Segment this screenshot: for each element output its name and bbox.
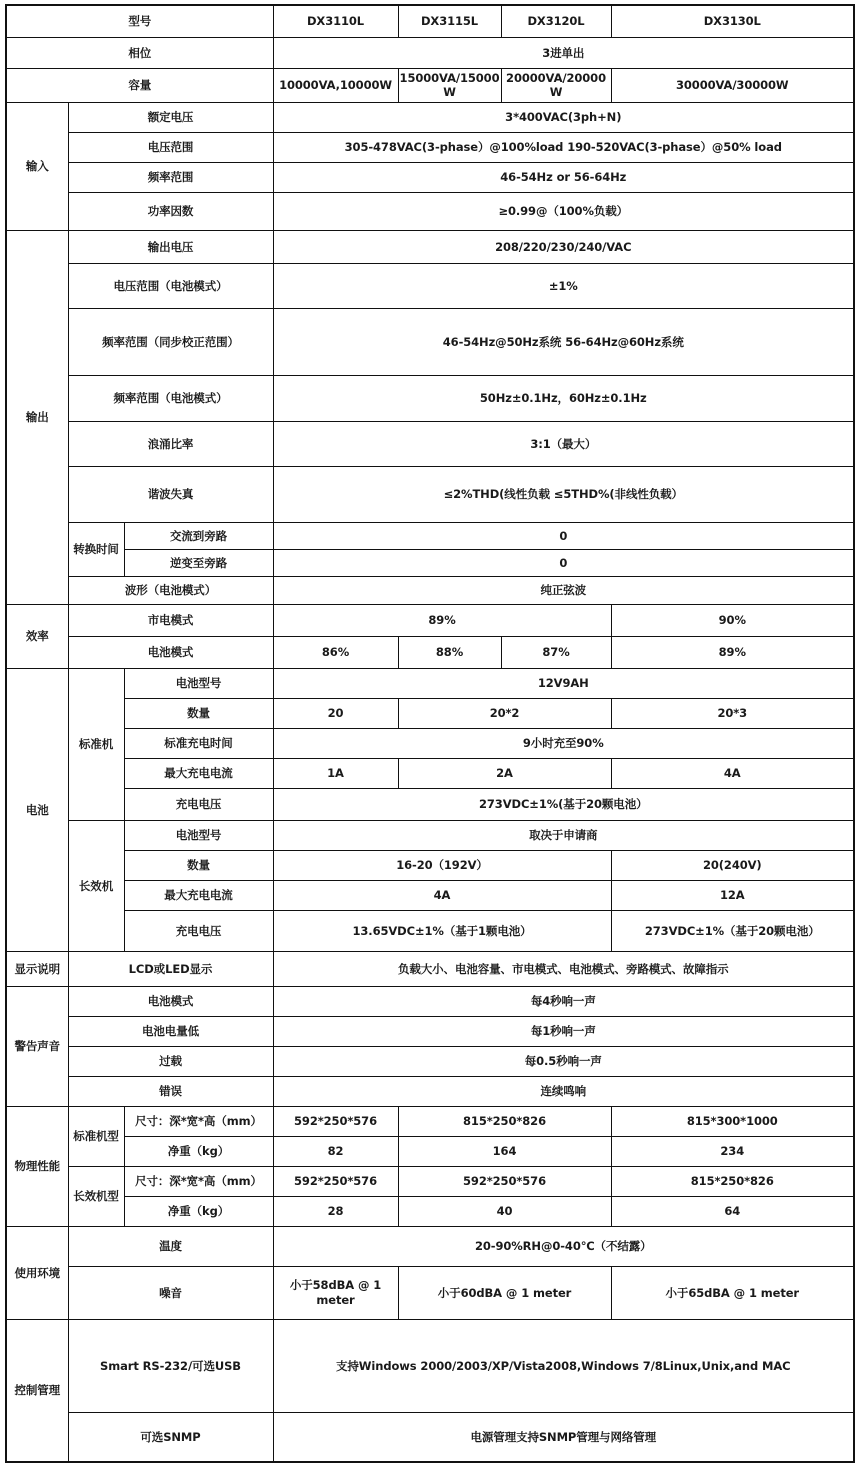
cell-alarm-battery-mode: 每4秒响一声	[273, 986, 854, 1016]
cell-output-freq-sync: 46-54Hz@50Hz系统 56-64Hz@60Hz系统	[273, 308, 854, 375]
model-header-3: DX3120L	[501, 5, 611, 38]
table-row-physical-std-weight	[6, 1136, 854, 1166]
row-label-input-freq-range: 频率范围	[68, 162, 273, 192]
table-row-alarm-battery-mode	[6, 986, 854, 1016]
cell-efficiency-batt-2: 88%	[398, 636, 501, 668]
category-output: 输出	[6, 230, 68, 604]
table-row-transfer-ac-to-bypass	[6, 522, 854, 549]
table-row-transfer-inverter-to-bypass	[6, 549, 854, 576]
category-control: 控制管理	[6, 1319, 68, 1462]
table-row-control-rs232	[6, 1319, 854, 1412]
table-row-battery-std-type	[6, 668, 854, 698]
row-label-output-waveform: 波形（电池模式）	[68, 576, 273, 604]
row-label-transfer-ac-to-bypass: 交流到旁路	[124, 522, 273, 549]
cell-env-noise-2: 小于60dBA @ 1 meter	[398, 1266, 611, 1319]
cell-battery-std-current-2: 2A	[398, 758, 611, 788]
cell-battery-ll-voltage-1: 13.65VDC±1%（基于1颗电池）	[273, 910, 611, 951]
cell-transfer-ac-to-bypass: 0	[273, 522, 854, 549]
table-row-alarm-overload	[6, 1046, 854, 1076]
cell-battery-ll-current-2: 12A	[611, 880, 854, 910]
cell-battery-std-current-1: 1A	[273, 758, 398, 788]
row-label-output-freq-battery: 频率范围（电池模式）	[68, 375, 273, 421]
cell-input-voltage-range: 305-478VAC(3-phase）@100%load 190-520VAC(3-phase）@50% load	[273, 132, 854, 162]
cell-output-surge-ratio: 3:1（最大）	[273, 421, 854, 466]
table-row-efficiency-line-mode	[6, 604, 854, 636]
cell-input-power-factor: ≥0.99@（100%负载）	[273, 192, 854, 230]
cell-output-voltage: 208/220/230/240/VAC	[273, 230, 854, 263]
table-row-output-freq-sync	[6, 308, 854, 375]
sub-category-battery-standard: 标准机	[68, 668, 124, 820]
row-label-display: LCD或LED显示	[68, 951, 273, 986]
table-row-display	[6, 951, 854, 986]
cell-battery-std-qty-1: 20	[273, 698, 398, 728]
category-battery: 电池	[6, 668, 68, 951]
cell-battery-ll-voltage-2: 273VDC±1%（基于20颗电池）	[611, 910, 854, 951]
cell-env-temperature: 20-90%RH@0-40℃（不结露）	[273, 1226, 854, 1266]
cell-physical-ll-wt-3: 64	[611, 1196, 854, 1226]
cell-alarm-error: 连续鸣响	[273, 1076, 854, 1106]
row-label-alarm-battery-mode: 电池模式	[68, 986, 273, 1016]
table-row-output-voltage-range	[6, 263, 854, 308]
cell-battery-std-charge-time: 9小时充至90%	[273, 728, 854, 758]
table-row-battery-ll-max-current	[6, 880, 854, 910]
cell-alarm-overload: 每0.5秒响一声	[273, 1046, 854, 1076]
cell-efficiency-line-2: 90%	[611, 604, 854, 636]
row-label-input-rated-voltage: 额定电压	[68, 102, 273, 132]
table-row-physical-ll-dimensions	[6, 1166, 854, 1196]
cell-output-freq-battery: 50Hz±0.1Hz，60Hz±0.1Hz	[273, 375, 854, 421]
cell-physical-std-wt-3: 234	[611, 1136, 854, 1166]
cell-battery-std-type: 12V9AH	[273, 668, 854, 698]
cell-output-waveform: 纯正弦波	[273, 576, 854, 604]
category-environment: 使用环境	[6, 1226, 68, 1319]
row-label-env-noise: 噪音	[68, 1266, 273, 1319]
sub-category-battery-long-life: 长效机	[68, 820, 124, 951]
row-label-efficiency-line-mode: 市电模式	[68, 604, 273, 636]
row-label-control-rs232: Smart RS-232/可选USB	[68, 1319, 273, 1412]
category-input: 输入	[6, 102, 68, 230]
table-row-battery-std-charge-voltage	[6, 788, 854, 820]
cell-physical-ll-wt-1: 28	[273, 1196, 398, 1226]
table-row-battery-ll-qty	[6, 850, 854, 880]
cell-battery-std-current-3: 4A	[611, 758, 854, 788]
cell-physical-std-wt-2: 164	[398, 1136, 611, 1166]
row-label-battery-ll-max-current: 最大充电电流	[124, 880, 273, 910]
table-row-battery-std-charge-time	[6, 728, 854, 758]
cell-physical-std-dim-3: 815*300*1000	[611, 1106, 854, 1136]
row-label-control-snmp: 可选SNMP	[68, 1412, 273, 1462]
table-row-input-power-factor	[6, 192, 854, 230]
row-label-input-voltage-range: 电压范围	[68, 132, 273, 162]
cell-env-noise-3: 小于65dBA @ 1 meter	[611, 1266, 854, 1319]
row-label-output-voltage-range: 电压范围（电池模式）	[68, 263, 273, 308]
row-label-transfer-inverter-to-bypass: 逆变至旁路	[124, 549, 273, 576]
table-row-physical-ll-weight	[6, 1196, 854, 1226]
cell-capacity-3: 20000VA/20000W	[501, 69, 611, 103]
sub-category-physical-long-life: 长效机型	[68, 1166, 124, 1226]
row-label-battery-std-qty: 数量	[124, 698, 273, 728]
row-label-alarm-error: 错误	[68, 1076, 273, 1106]
table-row-efficiency-battery-mode	[6, 636, 854, 668]
table-row-output-waveform	[6, 576, 854, 604]
cell-physical-std-dim-2: 815*250*826	[398, 1106, 611, 1136]
cell-capacity-2: 15000VA/15000W	[398, 69, 501, 103]
cell-control-snmp: 电源管理支持SNMP管理与网络管理	[273, 1412, 854, 1462]
cell-physical-std-wt-1: 82	[273, 1136, 398, 1166]
row-label-battery-ll-charge-voltage: 充电电压	[124, 910, 273, 951]
row-label-output-surge-ratio: 浪涌比率	[68, 421, 273, 466]
table-row-phase	[6, 38, 854, 69]
row-label-capacity: 容量	[6, 69, 273, 103]
cell-alarm-low-battery: 每1秒响一声	[273, 1016, 854, 1046]
table-row-env-noise	[6, 1266, 854, 1319]
row-label-alarm-overload: 过载	[68, 1046, 273, 1076]
table-row-battery-ll-charge-voltage	[6, 910, 854, 951]
category-efficiency: 效率	[6, 604, 68, 668]
model-header-2: DX3115L	[398, 5, 501, 38]
cell-battery-ll-qty-2: 20(240V)	[611, 850, 854, 880]
cell-efficiency-batt-4: 89%	[611, 636, 854, 668]
sub-category-physical-standard: 标准机型	[68, 1106, 124, 1166]
cell-battery-ll-current-1: 4A	[273, 880, 611, 910]
row-label-model: 型号	[6, 5, 273, 38]
cell-efficiency-batt-1: 86%	[273, 636, 398, 668]
row-label-battery-ll-qty: 数量	[124, 850, 273, 880]
row-label-battery-std-charge-voltage: 充电电压	[124, 788, 273, 820]
model-header-1: DX3110L	[273, 5, 398, 38]
table-row-input-voltage-range	[6, 132, 854, 162]
row-label-battery-ll-type: 电池型号	[124, 820, 273, 850]
table-row-model	[6, 5, 854, 38]
row-label-battery-std-type: 电池型号	[124, 668, 273, 698]
table-row-battery-std-max-current	[6, 758, 854, 788]
cell-physical-ll-dim-2: 592*250*576	[398, 1166, 611, 1196]
table-row-output-voltage	[6, 230, 854, 263]
row-label-output-freq-sync: 频率范围（同步校正范围）	[68, 308, 273, 375]
cell-capacity-1: 10000VA,10000W	[273, 69, 398, 103]
table-row-physical-std-dimensions	[6, 1106, 854, 1136]
table-row-output-thd	[6, 466, 854, 522]
cell-input-freq-range: 46-54Hz or 56-64Hz	[273, 162, 854, 192]
sub-category-transfer-time: 转换时间	[68, 522, 124, 576]
table-row-output-freq-battery	[6, 375, 854, 421]
row-label-physical-ll-dimensions: 尺寸：深*宽*高（mm）	[124, 1166, 273, 1196]
table-row-input-rated-voltage	[6, 102, 854, 132]
row-label-physical-std-dimensions: 尺寸：深*宽*高（mm）	[124, 1106, 273, 1136]
cell-capacity-4: 30000VA/30000W	[611, 69, 854, 103]
table-row-alarm-low-battery	[6, 1016, 854, 1046]
row-label-alarm-low-battery: 电池电量低	[68, 1016, 273, 1046]
category-physical: 物理性能	[6, 1106, 68, 1226]
model-header-4: DX3130L	[611, 5, 854, 38]
table-row-env-temperature	[6, 1226, 854, 1266]
cell-output-voltage-range: ±1%	[273, 263, 854, 308]
cell-output-thd: ≤2%THD(线性负载 ≤5THD%(非线性负载）	[273, 466, 854, 522]
cell-input-rated-voltage: 3*400VAC(3ph+N)	[273, 102, 854, 132]
row-label-physical-ll-weight: 净重（kg）	[124, 1196, 273, 1226]
cell-battery-std-qty-2: 20*2	[398, 698, 611, 728]
cell-physical-ll-dim-3: 815*250*826	[611, 1166, 854, 1196]
row-label-output-voltage: 输出电压	[68, 230, 273, 263]
category-alarm: 警告声音	[6, 986, 68, 1106]
cell-physical-std-dim-1: 592*250*576	[273, 1106, 398, 1136]
cell-phase-value: 3进单出	[273, 38, 854, 69]
row-label-efficiency-battery-mode: 电池模式	[68, 636, 273, 668]
cell-physical-ll-wt-2: 40	[398, 1196, 611, 1226]
row-label-input-power-factor: 功率因数	[68, 192, 273, 230]
table-row-input-freq-range	[6, 162, 854, 192]
cell-display-value: 负载大小、电池容量、市电模式、电池模式、旁路模式、故障指示	[273, 951, 854, 986]
cell-efficiency-line-1: 89%	[273, 604, 611, 636]
row-label-phase: 相位	[6, 38, 273, 69]
category-display: 显示说明	[6, 951, 68, 986]
ups-specification-table	[5, 4, 855, 1463]
row-label-physical-std-weight: 净重（kg）	[124, 1136, 273, 1166]
table-row-output-surge-ratio	[6, 421, 854, 466]
cell-battery-std-qty-3: 20*3	[611, 698, 854, 728]
row-label-env-temperature: 温度	[68, 1226, 273, 1266]
cell-env-noise-1: 小于58dBA @ 1 meter	[273, 1266, 398, 1319]
table-row-battery-ll-type	[6, 820, 854, 850]
cell-physical-ll-dim-1: 592*250*576	[273, 1166, 398, 1196]
row-label-battery-std-max-current: 最大充电电流	[124, 758, 273, 788]
row-label-battery-std-charge-time: 标准充电时间	[124, 728, 273, 758]
row-label-output-thd: 谐波失真	[68, 466, 273, 522]
table-row-battery-std-qty	[6, 698, 854, 728]
cell-control-rs232: 支持Windows 2000/2003/XP/Vista2008,Windows 7/8Linux,Unix,and MAC	[273, 1319, 854, 1412]
table-row-capacity	[6, 69, 854, 103]
cell-battery-std-charge-voltage: 273VDC±1%(基于20颗电池）	[273, 788, 854, 820]
cell-efficiency-batt-3: 87%	[501, 636, 611, 668]
cell-battery-ll-type: 取决于申请商	[273, 820, 854, 850]
cell-transfer-inverter-to-bypass: 0	[273, 549, 854, 576]
cell-battery-ll-qty-1: 16-20（192V）	[273, 850, 611, 880]
table-row-alarm-error	[6, 1076, 854, 1106]
table-row-control-snmp	[6, 1412, 854, 1462]
